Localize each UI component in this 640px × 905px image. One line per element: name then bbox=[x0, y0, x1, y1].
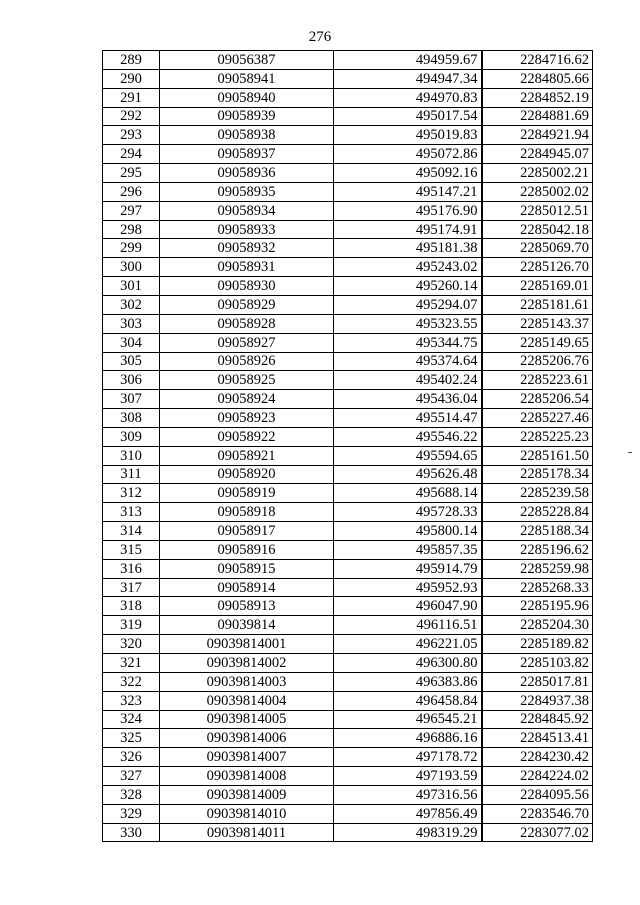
row-number-cell: 312 bbox=[103, 484, 160, 503]
row-number-cell: 304 bbox=[103, 333, 160, 352]
x-coordinate-cell: 496458.84 bbox=[334, 691, 482, 710]
x-coordinate-cell: 494947.34 bbox=[334, 69, 482, 88]
table-row bbox=[103, 69, 593, 88]
y-coordinate-cell: 2285223.61 bbox=[482, 371, 593, 390]
y-coordinate-cell: 2285103.82 bbox=[482, 654, 593, 673]
table-row bbox=[103, 164, 593, 183]
x-coordinate-cell: 495176.90 bbox=[334, 201, 482, 220]
x-coordinate-cell: 496383.86 bbox=[334, 672, 482, 691]
coordinates-table bbox=[102, 50, 593, 842]
row-number-cell: 306 bbox=[103, 371, 160, 390]
row-number-cell: 320 bbox=[103, 635, 160, 654]
point-code-cell: 09058929 bbox=[160, 295, 334, 314]
x-coordinate-cell: 495181.38 bbox=[334, 239, 482, 258]
y-coordinate-cell: 2284921.94 bbox=[482, 126, 593, 145]
table-row bbox=[103, 427, 593, 446]
point-code-cell: 09058936 bbox=[160, 164, 334, 183]
x-coordinate-cell: 495546.22 bbox=[334, 427, 482, 446]
point-code-cell: 09058934 bbox=[160, 201, 334, 220]
point-code-cell: 09039814004 bbox=[160, 691, 334, 710]
row-number-cell: 322 bbox=[103, 672, 160, 691]
point-code-cell: 09058923 bbox=[160, 409, 334, 428]
row-number-cell: 310 bbox=[103, 446, 160, 465]
table-row bbox=[103, 597, 593, 616]
row-number-cell: 326 bbox=[103, 748, 160, 767]
row-number-cell: 329 bbox=[103, 804, 160, 823]
y-coordinate-cell: 2283077.02 bbox=[482, 823, 593, 842]
row-number-cell: 302 bbox=[103, 295, 160, 314]
y-coordinate-cell: 2285189.82 bbox=[482, 635, 593, 654]
x-coordinate-cell: 497193.59 bbox=[334, 767, 482, 786]
point-code-cell: 09039814006 bbox=[160, 729, 334, 748]
x-coordinate-cell: 496545.21 bbox=[334, 710, 482, 729]
row-number-cell: 294 bbox=[103, 145, 160, 164]
table-row bbox=[103, 540, 593, 559]
x-coordinate-cell: 495243.02 bbox=[334, 258, 482, 277]
y-coordinate-cell: 2285206.54 bbox=[482, 390, 593, 409]
x-coordinate-cell: 496047.90 bbox=[334, 597, 482, 616]
point-code-cell: 09058938 bbox=[160, 126, 334, 145]
row-number-cell: 289 bbox=[103, 51, 160, 70]
row-number-cell: 328 bbox=[103, 785, 160, 804]
y-coordinate-cell: 2285228.84 bbox=[482, 503, 593, 522]
x-coordinate-cell: 495092.16 bbox=[334, 164, 482, 183]
y-coordinate-cell: 2285227.46 bbox=[482, 409, 593, 428]
table-row bbox=[103, 767, 593, 786]
row-number-cell: 292 bbox=[103, 107, 160, 126]
point-code-cell: 09058921 bbox=[160, 446, 334, 465]
table-row bbox=[103, 277, 593, 296]
row-number-cell: 314 bbox=[103, 522, 160, 541]
y-coordinate-cell: 2285239.58 bbox=[482, 484, 593, 503]
x-coordinate-cell: 495174.91 bbox=[334, 220, 482, 239]
table-row bbox=[103, 559, 593, 578]
point-code-cell: 09058939 bbox=[160, 107, 334, 126]
row-number-cell: 321 bbox=[103, 654, 160, 673]
point-code-cell: 09039814002 bbox=[160, 654, 334, 673]
row-number-cell: 303 bbox=[103, 314, 160, 333]
table-row bbox=[103, 295, 593, 314]
row-number-cell: 309 bbox=[103, 427, 160, 446]
y-coordinate-cell: 2284095.56 bbox=[482, 785, 593, 804]
point-code-cell: 09058922 bbox=[160, 427, 334, 446]
table-row bbox=[103, 446, 593, 465]
table-row bbox=[103, 484, 593, 503]
point-code-cell: 09039814005 bbox=[160, 710, 334, 729]
x-coordinate-cell: 495323.55 bbox=[334, 314, 482, 333]
point-code-cell: 09058940 bbox=[160, 88, 334, 107]
x-coordinate-cell: 495857.35 bbox=[334, 540, 482, 559]
y-coordinate-cell: 2284805.66 bbox=[482, 69, 593, 88]
y-coordinate-cell: 2285012.51 bbox=[482, 201, 593, 220]
point-code-cell: 09058918 bbox=[160, 503, 334, 522]
x-coordinate-cell: 495072.86 bbox=[334, 145, 482, 164]
x-coordinate-cell: 495019.83 bbox=[334, 126, 482, 145]
row-number-cell: 317 bbox=[103, 578, 160, 597]
y-coordinate-cell: 2285069.70 bbox=[482, 239, 593, 258]
point-code-cell: 09039814009 bbox=[160, 785, 334, 804]
y-coordinate-cell: 2284937.38 bbox=[482, 691, 593, 710]
table-row bbox=[103, 522, 593, 541]
table-row bbox=[103, 107, 593, 126]
y-coordinate-cell: 2284224.02 bbox=[482, 767, 593, 786]
x-coordinate-cell: 495294.07 bbox=[334, 295, 482, 314]
row-number-cell: 319 bbox=[103, 616, 160, 635]
row-number-cell: 324 bbox=[103, 710, 160, 729]
y-coordinate-cell: 2284945.07 bbox=[482, 145, 593, 164]
row-number-cell: 298 bbox=[103, 220, 160, 239]
point-code-cell: 09039814007 bbox=[160, 748, 334, 767]
row-number-cell: 330 bbox=[103, 823, 160, 842]
point-code-cell: 09039814003 bbox=[160, 672, 334, 691]
x-coordinate-cell: 495914.79 bbox=[334, 559, 482, 578]
point-code-cell: 09039814010 bbox=[160, 804, 334, 823]
table-row bbox=[103, 672, 593, 691]
row-number-cell: 327 bbox=[103, 767, 160, 786]
point-code-cell: 09039814 bbox=[160, 616, 334, 635]
table-row bbox=[103, 201, 593, 220]
y-coordinate-cell: 2284513.41 bbox=[482, 729, 593, 748]
y-coordinate-cell: 2285181.61 bbox=[482, 295, 593, 314]
table-row bbox=[103, 333, 593, 352]
table-row bbox=[103, 239, 593, 258]
y-coordinate-cell: 2284845.92 bbox=[482, 710, 593, 729]
y-coordinate-cell: 2285017.81 bbox=[482, 672, 593, 691]
y-coordinate-cell: 2285196.62 bbox=[482, 540, 593, 559]
x-coordinate-cell: 497178.72 bbox=[334, 748, 482, 767]
x-coordinate-cell: 495436.04 bbox=[334, 390, 482, 409]
y-coordinate-cell: 2285169.01 bbox=[482, 277, 593, 296]
row-number-cell: 318 bbox=[103, 597, 160, 616]
x-coordinate-cell: 495514.47 bbox=[334, 409, 482, 428]
table-row bbox=[103, 258, 593, 277]
row-number-cell: 311 bbox=[103, 465, 160, 484]
table-row bbox=[103, 371, 593, 390]
table-row bbox=[103, 145, 593, 164]
point-code-cell: 09039814001 bbox=[160, 635, 334, 654]
y-coordinate-cell: 2285143.37 bbox=[482, 314, 593, 333]
row-number-cell: 308 bbox=[103, 409, 160, 428]
point-code-cell: 09058925 bbox=[160, 371, 334, 390]
row-number-cell: 301 bbox=[103, 277, 160, 296]
point-code-cell: 09058932 bbox=[160, 239, 334, 258]
row-number-cell: 307 bbox=[103, 390, 160, 409]
point-code-cell: 09058933 bbox=[160, 220, 334, 239]
table-row bbox=[103, 314, 593, 333]
table-row bbox=[103, 409, 593, 428]
y-coordinate-cell: 2284716.62 bbox=[482, 51, 593, 70]
row-number-cell: 325 bbox=[103, 729, 160, 748]
y-coordinate-cell: 2285206.76 bbox=[482, 352, 593, 371]
row-number-cell: 291 bbox=[103, 88, 160, 107]
coordinates-table-body bbox=[103, 51, 593, 842]
table-row bbox=[103, 390, 593, 409]
table-row bbox=[103, 88, 593, 107]
x-coordinate-cell: 495374.64 bbox=[334, 352, 482, 371]
row-number-cell: 293 bbox=[103, 126, 160, 145]
x-coordinate-cell: 496116.51 bbox=[334, 616, 482, 635]
point-code-cell: 09058919 bbox=[160, 484, 334, 503]
point-code-cell: 09058914 bbox=[160, 578, 334, 597]
y-coordinate-cell: 2284852.19 bbox=[482, 88, 593, 107]
table-row bbox=[103, 352, 593, 371]
x-coordinate-cell: 494970.83 bbox=[334, 88, 482, 107]
table-row bbox=[103, 823, 593, 842]
x-coordinate-cell: 495688.14 bbox=[334, 484, 482, 503]
point-code-cell: 09058916 bbox=[160, 540, 334, 559]
table-row bbox=[103, 126, 593, 145]
table-row bbox=[103, 578, 593, 597]
table-row bbox=[103, 710, 593, 729]
x-coordinate-cell: 495626.48 bbox=[334, 465, 482, 484]
table-row bbox=[103, 748, 593, 767]
page-number: 276 bbox=[308, 29, 332, 45]
point-code-cell: 09056387 bbox=[160, 51, 334, 70]
row-number-cell: 300 bbox=[103, 258, 160, 277]
point-code-cell: 09039814008 bbox=[160, 767, 334, 786]
x-coordinate-cell: 497316.56 bbox=[334, 785, 482, 804]
table-row bbox=[103, 51, 593, 70]
row-number-cell: 295 bbox=[103, 164, 160, 183]
point-code-cell: 09058927 bbox=[160, 333, 334, 352]
table-row bbox=[103, 220, 593, 239]
y-coordinate-cell: 2285042.18 bbox=[482, 220, 593, 239]
y-coordinate-cell: 2285225.23 bbox=[482, 427, 593, 446]
row-number-cell: 296 bbox=[103, 182, 160, 201]
point-code-cell: 09058937 bbox=[160, 145, 334, 164]
x-coordinate-cell: 497856.49 bbox=[334, 804, 482, 823]
row-number-cell: 299 bbox=[103, 239, 160, 258]
y-coordinate-cell: 2285268.33 bbox=[482, 578, 593, 597]
point-code-cell: 09058913 bbox=[160, 597, 334, 616]
point-code-cell: 09058917 bbox=[160, 522, 334, 541]
x-coordinate-cell: 495147.21 bbox=[334, 182, 482, 201]
table-row bbox=[103, 729, 593, 748]
table-row bbox=[103, 654, 593, 673]
x-coordinate-cell: 495594.65 bbox=[334, 446, 482, 465]
table-row bbox=[103, 785, 593, 804]
x-coordinate-cell: 495260.14 bbox=[334, 277, 482, 296]
x-coordinate-cell: 495728.33 bbox=[334, 503, 482, 522]
table-row bbox=[103, 616, 593, 635]
y-coordinate-cell: 2285002.02 bbox=[482, 182, 593, 201]
y-coordinate-cell: 2285126.70 bbox=[482, 258, 593, 277]
x-coordinate-cell: 494959.67 bbox=[334, 51, 482, 70]
row-number-cell: 315 bbox=[103, 540, 160, 559]
row-number-cell: 297 bbox=[103, 201, 160, 220]
point-code-cell: 09058935 bbox=[160, 182, 334, 201]
x-coordinate-cell: 498319.29 bbox=[334, 823, 482, 842]
y-coordinate-cell: 2285178.34 bbox=[482, 465, 593, 484]
y-coordinate-cell: 2285204.30 bbox=[482, 616, 593, 635]
row-number-cell: 323 bbox=[103, 691, 160, 710]
table-row bbox=[103, 503, 593, 522]
x-coordinate-cell: 495800.14 bbox=[334, 522, 482, 541]
y-coordinate-cell: 2285188.34 bbox=[482, 522, 593, 541]
margin-mark bbox=[628, 452, 632, 453]
y-coordinate-cell: 2285149.65 bbox=[482, 333, 593, 352]
x-coordinate-cell: 495344.75 bbox=[334, 333, 482, 352]
y-coordinate-cell: 2285259.98 bbox=[482, 559, 593, 578]
row-number-cell: 316 bbox=[103, 559, 160, 578]
point-code-cell: 09058924 bbox=[160, 390, 334, 409]
table-row bbox=[103, 804, 593, 823]
y-coordinate-cell: 2285195.96 bbox=[482, 597, 593, 616]
row-number-cell: 290 bbox=[103, 69, 160, 88]
x-coordinate-cell: 496886.16 bbox=[334, 729, 482, 748]
point-code-cell: 09058931 bbox=[160, 258, 334, 277]
x-coordinate-cell: 496221.05 bbox=[334, 635, 482, 654]
y-coordinate-cell: 2285161.50 bbox=[482, 446, 593, 465]
point-code-cell: 09058930 bbox=[160, 277, 334, 296]
table-row bbox=[103, 465, 593, 484]
point-code-cell: 09058926 bbox=[160, 352, 334, 371]
point-code-cell: 09058928 bbox=[160, 314, 334, 333]
table-row bbox=[103, 635, 593, 654]
table-row bbox=[103, 691, 593, 710]
point-code-cell: 09058915 bbox=[160, 559, 334, 578]
row-number-cell: 305 bbox=[103, 352, 160, 371]
x-coordinate-cell: 495952.93 bbox=[334, 578, 482, 597]
point-code-cell: 09039814011 bbox=[160, 823, 334, 842]
y-coordinate-cell: 2283546.70 bbox=[482, 804, 593, 823]
y-coordinate-cell: 2285002.21 bbox=[482, 164, 593, 183]
x-coordinate-cell: 496300.80 bbox=[334, 654, 482, 673]
point-code-cell: 09058920 bbox=[160, 465, 334, 484]
y-coordinate-cell: 2284881.69 bbox=[482, 107, 593, 126]
table-row bbox=[103, 182, 593, 201]
point-code-cell: 09058941 bbox=[160, 69, 334, 88]
y-coordinate-cell: 2284230.42 bbox=[482, 748, 593, 767]
row-number-cell: 313 bbox=[103, 503, 160, 522]
x-coordinate-cell: 495402.24 bbox=[334, 371, 482, 390]
x-coordinate-cell: 495017.54 bbox=[334, 107, 482, 126]
